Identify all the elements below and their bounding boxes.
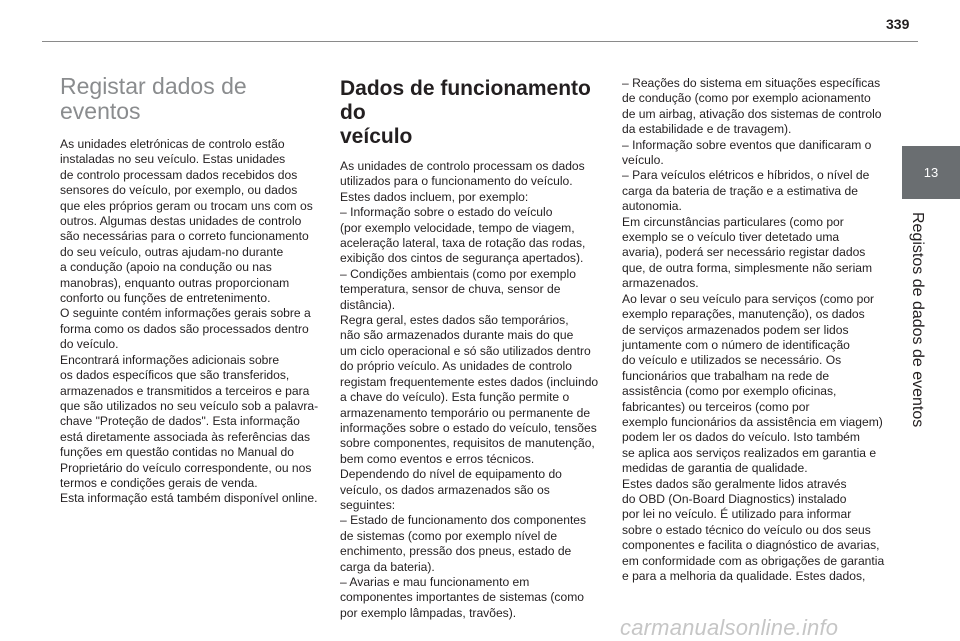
- heading-line: veículo: [340, 125, 413, 148]
- text-line: utilizados para o funcionamento do veículo.: [340, 174, 573, 189]
- text-line: podem ler os dados do veículo. Isto também: [622, 430, 860, 445]
- text-line: enchimento, pressão dos pneus, estado de: [340, 544, 572, 559]
- text-line: instaladas no seu veículo. Estas unidades: [60, 152, 286, 167]
- section-heading-dados-funcionamento: [340, 77, 602, 149]
- text-line: veículo.: [622, 153, 664, 168]
- text-line: que são utilizados no seu veículo sob a palavra-: [60, 398, 319, 413]
- text-line: se aplica aos serviços realizados em garantia e: [622, 445, 877, 460]
- section-heading-registar: Registar dados de eventos: [60, 73, 247, 124]
- text-line: armazenamento temporário ou permanente de: [340, 405, 591, 420]
- text-line: de sistemas (como por exemplo nível de: [340, 528, 558, 543]
- page-number: 339: [886, 16, 910, 32]
- text-line: termos e condições gerais de venda.: [60, 475, 258, 490]
- text-line: fabricantes) ou terceiros (como por: [622, 399, 810, 414]
- text-line: aceleração lateral, taxa de rotação das rodas,: [340, 236, 586, 251]
- text-line: distância).: [340, 297, 396, 312]
- text-line: armazenados.: [622, 276, 699, 291]
- heading-line: Dados de funcionamento do: [340, 77, 591, 124]
- chapter-tab[interactable]: [902, 146, 960, 199]
- text-line: manobras), enquanto outras proporcionam: [60, 275, 290, 290]
- text-line: – Informação sobre o estado do veículo: [340, 205, 553, 220]
- text-line: informações sobre o estado do veículo, tensões: [340, 420, 597, 435]
- text-line: As unidades eletrónicas de controlo estão: [60, 137, 285, 151]
- text-line: componentes e facilita o diagnóstico de avarias,: [622, 538, 880, 553]
- section-body-dados-funcionamento: [340, 159, 602, 621]
- text-line: exemplo se o veículo tiver detetado uma: [622, 230, 840, 245]
- chapter-number: 13: [923, 165, 939, 180]
- section-body-continued: [622, 76, 887, 584]
- text-line: exibição dos cintos de segurança apertados).: [340, 251, 584, 266]
- text-line: componentes importantes de sistemas (como: [340, 590, 585, 605]
- text-line: Dependendo do nível de equipamento do: [340, 467, 562, 482]
- text-line: de condução (como por exemplo acionamento: [622, 91, 871, 106]
- section-body-registar: [60, 137, 322, 507]
- text-line: que eles próprios geram ou trocam uns com os: [60, 198, 313, 213]
- text-line: Em circunstâncias particulares (como por: [622, 214, 844, 229]
- text-line: que, de outra forma, simplesmente não seriam: [622, 260, 873, 275]
- text-line: do OBD (On-Board Diagnostics) instalado: [622, 491, 847, 506]
- column-right: [622, 76, 887, 584]
- text-line: está diretamente associada às referências das: [60, 429, 311, 444]
- text-line: assistência (como por exemplo oficinas,: [622, 384, 837, 399]
- text-line: avaria), poderá ser necessário registar dados: [622, 245, 866, 260]
- text-line: Encontrará informações adicionais sobre: [60, 352, 280, 367]
- text-line: exemplo funcionários da assistência em viagem): [622, 414, 883, 429]
- text-line: Ao levar o seu veículo para serviços (como por: [622, 291, 875, 306]
- chapter-title: Registos de dados de eventos: [909, 212, 926, 428]
- text-line: carga da bateria de tração e a estimativa de: [622, 183, 858, 198]
- text-line: armazenados e transmitidos a terceiros e para: [60, 383, 310, 398]
- text-line: Estes dados são geralmente lidos através: [622, 476, 847, 491]
- text-line: autonomia.: [622, 199, 682, 214]
- text-line: registam frequentemente estes dados (incluindo: [340, 374, 599, 389]
- text-line: sensores do veículo, por exemplo, ou dados: [60, 183, 298, 198]
- text-line: As unidades de controlo processam os dados: [340, 159, 585, 173]
- text-line: não são armazenados durante mais do que: [340, 328, 574, 343]
- text-line: forma como os dados são processados dentro: [60, 321, 309, 336]
- text-line: exemplo reparações, manutenção), os dados: [622, 307, 865, 322]
- text-line: em conformidade com as obrigações de garantia: [622, 553, 885, 568]
- text-line: Proprietário do veículo correspondente, ou nos: [60, 460, 312, 475]
- text-line: do próprio veículo. As unidades de controlo: [340, 359, 572, 374]
- column-middle: [340, 77, 602, 621]
- text-line: de serviços armazenados podem ser lidos: [622, 322, 849, 337]
- text-line: são necessárias para o correto funcionamento: [60, 229, 309, 244]
- watermark-text: carmanualsonline.info: [620, 615, 839, 640]
- text-line: temperatura, sensor de chuva, sensor de: [340, 282, 561, 297]
- text-line: chave "Proteção de dados". Esta informação: [60, 414, 300, 429]
- text-line: de controlo processam dados recebidos dos: [60, 167, 298, 182]
- text-line: outros. Algumas destas unidades de controlo: [60, 214, 302, 229]
- text-line: sobre componentes, requisitos de manutenção,: [340, 436, 595, 451]
- text-line: bem como eventos e erros técnicos.: [340, 451, 535, 466]
- header-divider: [42, 41, 918, 42]
- text-line: Estes dados incluem, por exemplo:: [340, 189, 529, 204]
- text-line: – Condições ambientais (como por exemplo: [340, 266, 576, 281]
- text-line: O seguinte contém informações gerais sobre a: [60, 306, 311, 321]
- text-line: – Avarias e mau funcionamento em: [340, 574, 530, 589]
- text-line: – Estado de funcionamento dos componentes: [340, 513, 587, 528]
- text-line: do veículo.: [60, 337, 119, 352]
- text-line: por exemplo lâmpadas, travões).: [340, 605, 517, 620]
- text-line: medidas de garantia de qualidade.: [622, 461, 808, 476]
- text-line: da estabilidade e de travagem).: [622, 122, 792, 137]
- text-line: sobre o estado técnico do veículo ou dos seus: [622, 522, 871, 537]
- text-line: os dados específicos que são transferidos,: [60, 368, 290, 383]
- text-line: do veículo e utilizados se necessário. Os: [622, 353, 842, 368]
- text-line: a condução (apoio na condução ou nas: [60, 260, 272, 275]
- text-line: Esta informação está também disponível online.: [60, 491, 318, 506]
- text-line: – Reações do sistema em situações específicas: [622, 76, 881, 90]
- text-line: juntamente com o número de identificação: [622, 337, 850, 352]
- text-line: a chave do veículo). Esta função permite o: [340, 390, 570, 405]
- text-line: conforto ou funções de entretenimento.: [60, 291, 271, 306]
- text-line: seguintes:: [340, 497, 396, 512]
- text-line: – Informação sobre eventos que danificaram o: [622, 137, 872, 152]
- text-line: Regra geral, estes dados são temporários,: [340, 313, 569, 328]
- column-left: [60, 74, 322, 507]
- text-line: veículo, os dados armazenados são os: [340, 482, 550, 497]
- text-line: de um airbag, ativação dos sistemas de controlo: [622, 106, 882, 121]
- text-line: e para a melhoria da qualidade. Estes dados,: [622, 569, 866, 583]
- text-line: um ciclo operacional e só são utilizados dentro: [340, 343, 591, 358]
- text-line: por lei no veículo. É utilizado para informar: [622, 507, 852, 522]
- text-line: carga da bateria).: [340, 559, 435, 574]
- text-line: funções em questão contidas no Manual do: [60, 445, 294, 460]
- text-line: funcionários que trabalham na rede de: [622, 368, 830, 383]
- text-line: – Para veículos elétricos e híbridos, o nível de: [622, 168, 870, 183]
- text-line: do seu veículo, outras ajudam-no durante: [60, 244, 284, 259]
- text-line: (por exemplo velocidade, tempo de viagem,: [340, 220, 575, 235]
